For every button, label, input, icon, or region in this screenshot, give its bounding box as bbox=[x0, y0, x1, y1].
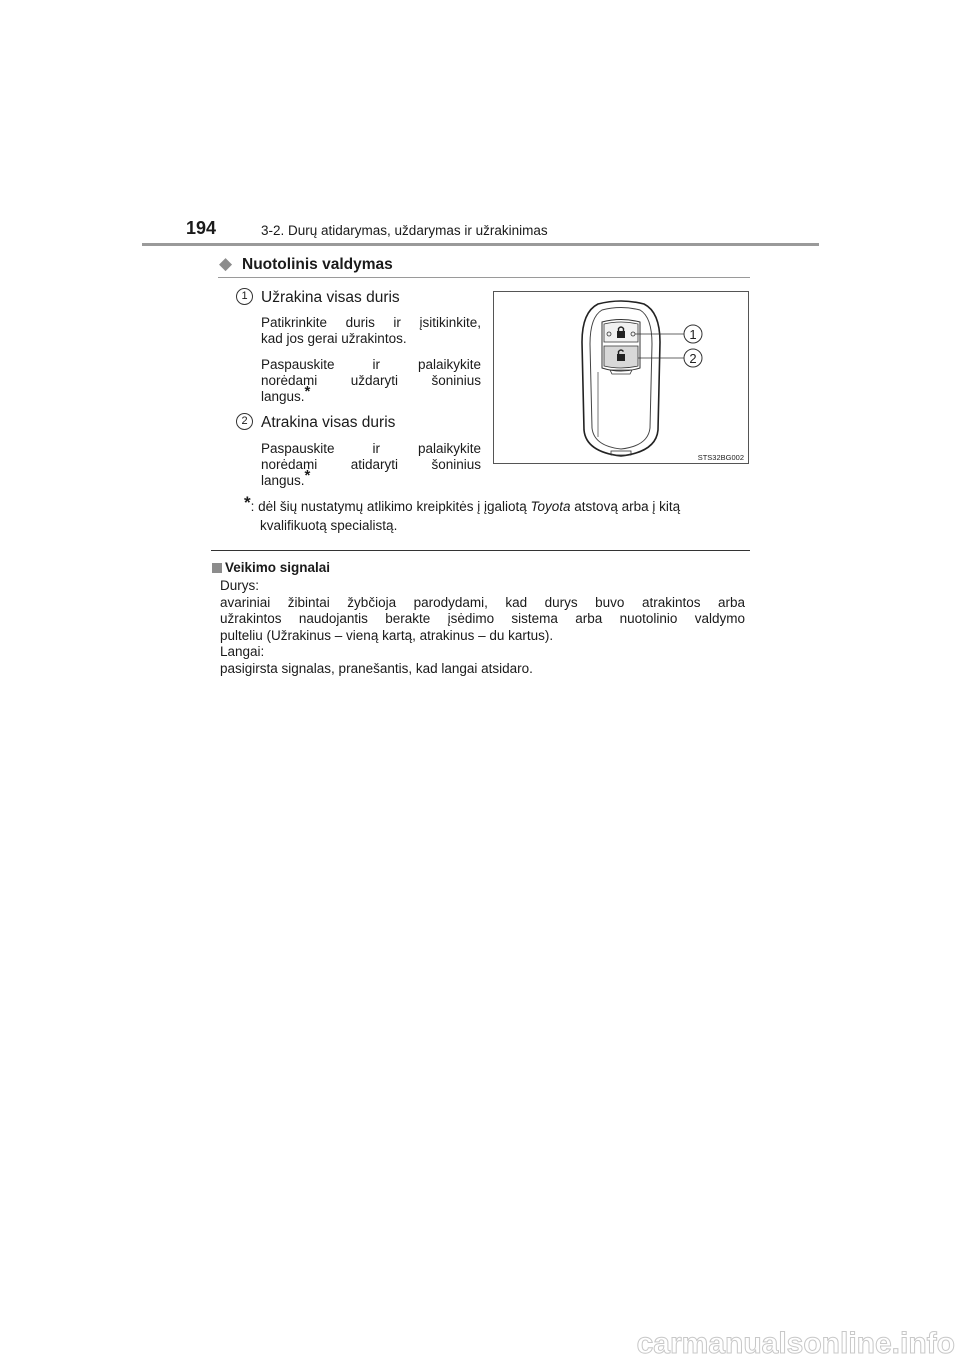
section-title: Nuotolinis valdymas bbox=[242, 256, 393, 273]
item-2-paragraph-1 bbox=[261, 441, 481, 489]
signals-line: užrakintos naudojantis berakte įsėdimo sistema arba nuotolinio valdymo bbox=[220, 611, 745, 626]
item-1-p2-line-2: norėdami uždaryti šoninius bbox=[261, 373, 481, 388]
diamond-icon: ◆ bbox=[219, 254, 233, 273]
header-divider bbox=[142, 243, 819, 246]
signals-body bbox=[220, 578, 745, 677]
watermark bbox=[0, 1327, 960, 1358]
item-2-p1-line-3 bbox=[261, 467, 481, 489]
footnote-text-after: atstovą arba į kitą bbox=[570, 499, 681, 514]
signals-line: Durys: bbox=[220, 578, 260, 593]
item-1-p2-line-1: Paspauskite ir palaikykite bbox=[261, 357, 481, 372]
key-fob-figure bbox=[493, 291, 749, 464]
watermark-graphic bbox=[0, 1327, 960, 1358]
item-2-title: Atrakina visas duris bbox=[261, 414, 396, 431]
item-1-title: Užrakina visas duris bbox=[261, 289, 400, 306]
signals-line: pulteliu (Užrakinus – vieną kartą, atrakinus – du kartus). bbox=[220, 627, 554, 643]
item-2-p1-line-2: norėdami atidaryti šoninius bbox=[261, 457, 481, 472]
watermark-text: carmanualsonline.info bbox=[636, 1327, 955, 1358]
item-1-p2-line-3-text: langus. bbox=[261, 389, 305, 404]
item-1-number: 1 bbox=[236, 288, 253, 305]
signals-line: pasigirsta signalas, pranešantis, kad langai atsidaro. bbox=[220, 660, 533, 676]
signals-line: Langai: bbox=[220, 644, 265, 659]
footnote-brand: Toyota bbox=[530, 499, 571, 514]
callout-1-label: 1 bbox=[689, 327, 697, 342]
item-1-paragraph-1 bbox=[261, 315, 481, 347]
footnote bbox=[244, 493, 750, 517]
item-2-p1-line-3-text: langus. bbox=[261, 473, 305, 488]
footnote-star: * bbox=[244, 493, 251, 512]
item-1-paragraph-2 bbox=[261, 357, 481, 405]
item-2-number: 2 bbox=[236, 413, 253, 430]
key-fob-illustration bbox=[494, 292, 748, 463]
item-1-p1-line-1: Patikrinkite duris ir įsitikinkite, bbox=[261, 315, 481, 330]
item-1-p2-line-3 bbox=[261, 383, 481, 405]
callout-2-label: 2 bbox=[689, 351, 697, 366]
square-bullet-icon bbox=[212, 563, 222, 573]
footnote-line-2: kvalifikuotą specialistą. bbox=[260, 518, 398, 533]
notes-divider bbox=[211, 550, 750, 551]
page-number: 194 bbox=[186, 218, 217, 238]
chapter-title: 3-2. Durų atidarymas, uždarymas ir užrakinimas bbox=[261, 223, 548, 238]
item-2-asterisk: * bbox=[304, 467, 311, 484]
signals-title: Veikimo signalai bbox=[225, 560, 331, 575]
section-divider bbox=[218, 277, 750, 278]
item-1-p1-line-2: kad jos gerai užrakintos. bbox=[261, 331, 407, 346]
item-1-asterisk: * bbox=[304, 383, 311, 400]
footnote-text-before: : dėl šių nustatymų atlikimo kreipkitės į įgaliotą bbox=[250, 499, 531, 514]
signals-line: avariniai žibintai žybčioja parodydami, kad durys buvo atrakintos arba bbox=[220, 594, 745, 610]
figure-code: STS32BG002 bbox=[697, 453, 744, 462]
item-2-p1-line-1: Paspauskite ir palaikykite bbox=[261, 441, 481, 456]
